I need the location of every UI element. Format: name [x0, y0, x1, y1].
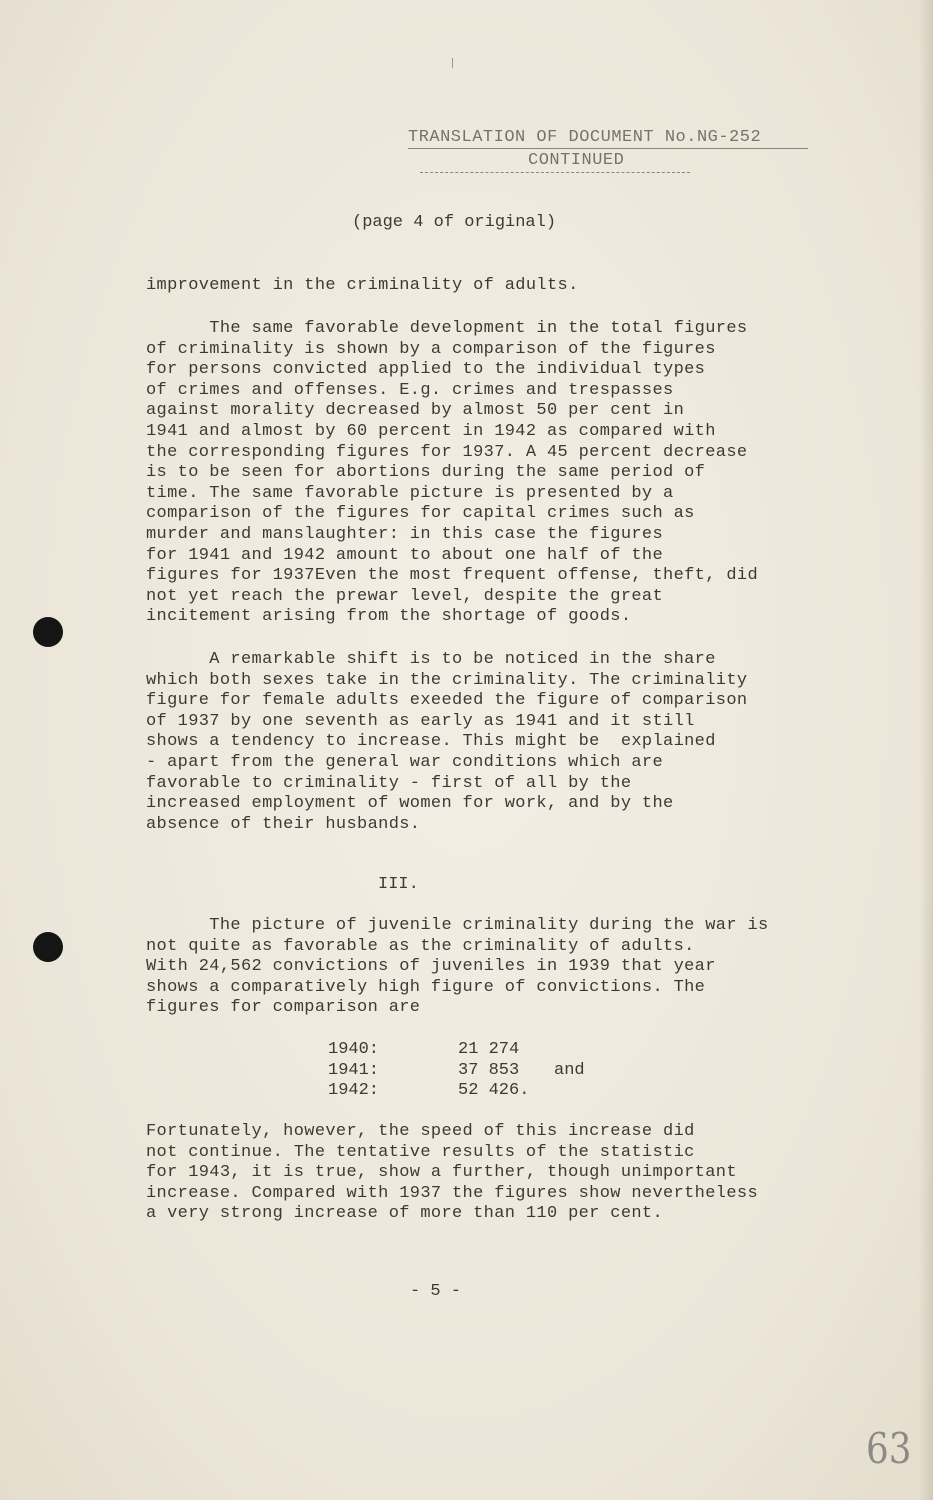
stat-row	[328, 1061, 585, 1082]
stat-year: 1941:	[328, 1060, 380, 1080]
page-reference: (page 4 of original)	[352, 213, 557, 232]
margin-mark	[452, 58, 453, 68]
stat-value: 52 426.	[458, 1081, 530, 1101]
paragraph-3: The picture of juvenile criminality during the war is not quite as favorable as the criminality of adults. With 24,562 convictions of juveniles in 1939 that year shows a comparatively high figure of convictions. The figures for comparison are	[146, 916, 769, 1018]
header-title: TRANSLATION OF DOCUMENT No.NG-252	[408, 128, 808, 149]
page-number: - 5 -	[410, 1282, 462, 1301]
stat-row	[328, 1081, 585, 1102]
paragraph-1: The same favorable development in the total figures of criminality is shown by a comparison of the figures for persons convicted applied to the individual types of crimes and offenses. E.g. crimes and trespasses against morality decreased by almost 50 per cent in 1941 and almost by 60 percent in 1942 as compared with the corresponding figures for 1937. A 45 percent decrease is to be seen for abortions during the same period of time. The same favorable picture is presented by a comparison of the figures for capital crimes such as murder and manslaughter: in this case the figures for 1941 and 1942 amount to about one half of the figures for 1937Even the most frequent offense, theft, did not yet reach the prewar level, despite the great incitement arising from the shortage of goods.	[146, 319, 758, 627]
paragraph-0: improvement in the criminality of adults.	[146, 276, 579, 295]
stat-year: 1940:	[328, 1040, 380, 1059]
conviction-statistics	[328, 1040, 585, 1102]
punch-hole	[33, 932, 63, 962]
paragraph-4: Fortunately, however, the speed of this increase did not continue. The tentative results of the statistic for 1943, it is true, show a further, though unimportant increase. Compared with 1937 the figures show nevertheless a very strong increase of more than 110 per cent.	[146, 1122, 758, 1224]
page-edge-shadow	[919, 0, 933, 1500]
stat-value: 21 274	[458, 1040, 520, 1059]
punch-hole	[33, 617, 63, 647]
header-rule	[420, 172, 690, 173]
stat-row	[328, 1040, 585, 1061]
section-heading: III.	[378, 875, 419, 894]
handwritten-page-number: 63	[866, 1424, 912, 1473]
document-header	[408, 128, 808, 173]
paragraph-2: A remarkable shift is to be noticed in the share which both sexes take in the criminality. The criminality figure for female adults exeeded the figure of comparison of 1937 by one seventh as early as 1941 and it still shows a tendency to increase. This might be explained - apart from the general war conditions which are favorable to criminality - first of all by the increased employment of women for work, and by the absence of their husbands.	[146, 650, 748, 834]
stat-year: 1942:	[328, 1081, 380, 1101]
stat-value: 37 853	[458, 1060, 520, 1080]
stat-suffix: and	[554, 1060, 585, 1080]
header-continued: CONTINUED	[528, 151, 625, 170]
